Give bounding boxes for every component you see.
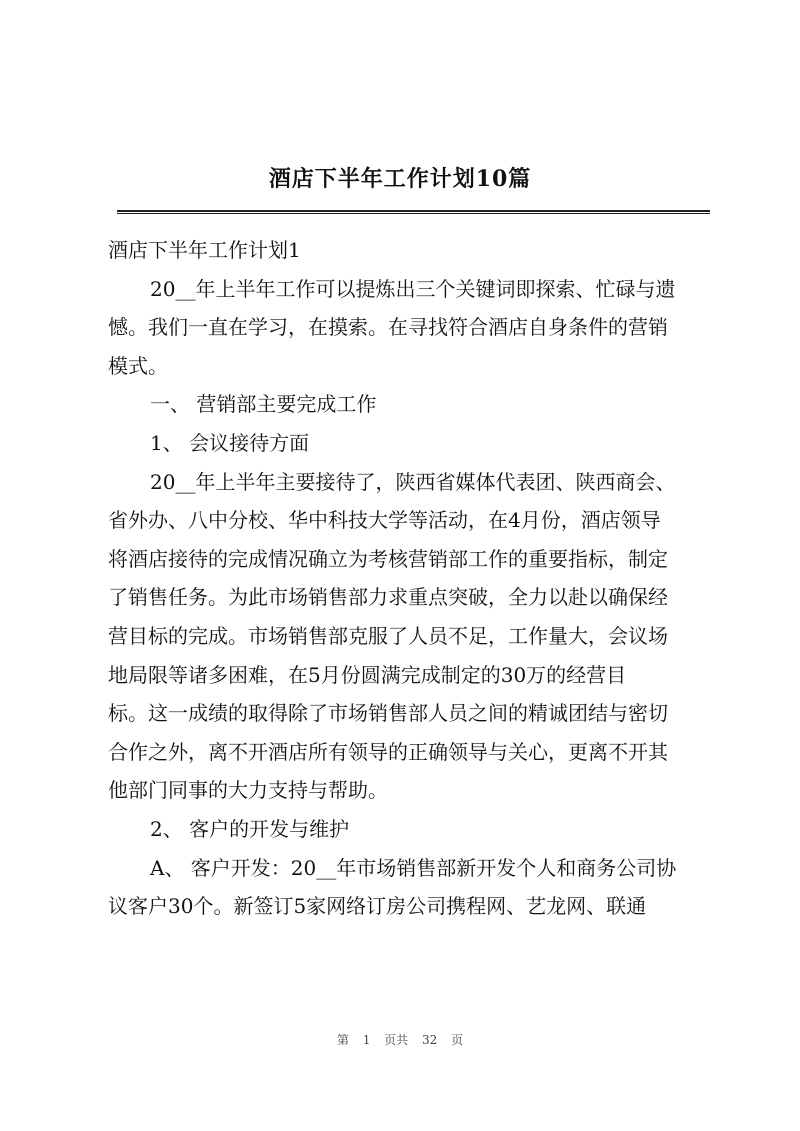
paragraph-line: 议客户30个。新签订5家网络订房公司携程网、艺龙网、联通 <box>108 894 647 919</box>
paragraph-line: 他部门同事的大力支持与帮助。 <box>108 778 388 803</box>
paragraph-line: 营目标的完成。市场销售部克服了人员不足，工作量大，会议场 <box>108 623 668 648</box>
section-heading: 酒店下半年工作计划1 <box>108 238 301 262</box>
subsection-heading: 1、 会议接待方面 <box>150 430 310 455</box>
paragraph-line: 20__年上半年工作可以提炼出三个关键词即探索、忙碌与遗 <box>150 276 676 301</box>
footer-page-prefix: 第 <box>336 1033 349 1047</box>
footer-page-middle: 页共 <box>384 1033 409 1047</box>
footer-page-suffix: 页 <box>451 1033 464 1047</box>
footer-page-total: 32 <box>422 1033 438 1047</box>
paragraph-line: 20__年上半年主要接待了，陕西省媒体代表团、陕西商会、 <box>150 469 676 494</box>
paragraph-line: 省外办、八中分校、华中科技大学等活动，在4月份，酒店领导 <box>108 508 661 533</box>
paragraph-line: 了销售任务。为此市场销售部力求重点突破，全力以赴以确保经 <box>108 585 668 610</box>
document-title: 酒店下半年工作计划10篇 <box>268 166 532 192</box>
subsection-heading: 2、 客户的开发与维护 <box>150 816 350 841</box>
paragraph-line: 模式。 <box>108 353 168 378</box>
title-divider <box>117 210 710 214</box>
paragraph-line: 地局限等诸多困难，在5月份圆满完成制定的30万的经营目 <box>108 662 627 687</box>
subsection-heading: 一、 营销部主要完成工作 <box>150 392 377 417</box>
paragraph-line: 将酒店接待的完成情况确立为考核营销部工作的重要指标，制定 <box>108 546 668 571</box>
paragraph-line: A、 客户开发：20__年市场销售部新开发个人和商务公司协 <box>150 855 677 880</box>
paragraph-line: 憾。我们一直在学习，在摸索。在寻找符合酒店自身条件的营销 <box>108 315 668 340</box>
footer-page-number: 1 <box>362 1033 371 1047</box>
paragraph-line: 合作之外，离不开酒店所有领导的正确领导与关心，更离不开其 <box>108 739 668 764</box>
document-body <box>108 231 710 926</box>
paragraph-line: 标。这一成绩的取得除了市场销售部人员之间的精诚团结与密切 <box>108 701 668 726</box>
page-footer <box>0 1030 800 1050</box>
